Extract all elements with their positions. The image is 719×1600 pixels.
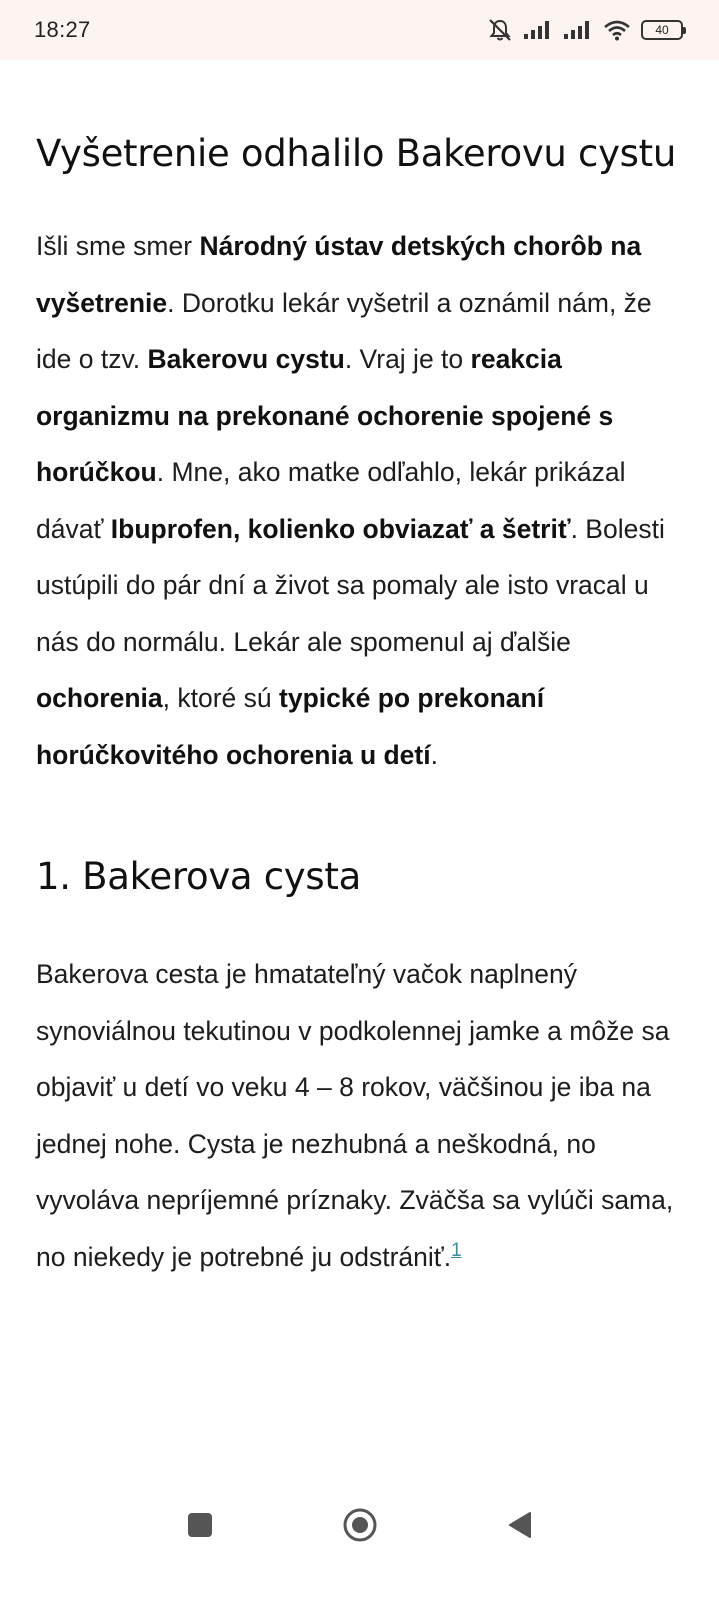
battery-icon <box>641 20 683 40</box>
section-paragraph-text: Bakerova cesta je hmatateľný vačok naplnený synoviálnou tekutinou v podkolennej jamke a môže sa objaviť u detí vo veku 4 – 8 rokov, väčšinou je iba na jednej nohe. Cysta je nezhubná a neškodná, no vyvoláva nepríjemné príznaky. Zväčša sa vylúči sama, no niekedy je potrebné ju odstrániť. <box>36 959 674 1272</box>
recents-button[interactable] <box>175 1500 225 1550</box>
text-run-bold: typické po prekonaní horúčkovitého ochorenia u detí <box>36 683 545 770</box>
text-run: Išli sme smer <box>36 231 200 261</box>
circle-icon <box>342 1507 378 1543</box>
square-icon <box>187 1512 213 1538</box>
text-run: , ktoré sú <box>162 683 279 713</box>
home-button[interactable] <box>335 1500 385 1550</box>
footnote-link[interactable]: 1 <box>451 1239 462 1261</box>
section-paragraph <box>36 946 686 1285</box>
navigation-bar <box>0 1470 719 1580</box>
back-button[interactable] <box>495 1500 545 1550</box>
text-run-bold: ochorenia <box>36 683 163 713</box>
section-number: 1 <box>36 855 60 898</box>
text-run: . <box>430 739 438 770</box>
status-icons <box>487 18 683 42</box>
status-bar <box>0 0 719 60</box>
text-run-bold: Bakerovu cystu <box>147 344 345 374</box>
status-time: 18:27 <box>34 17 91 42</box>
text-run-bold: Národný ústav detských chorôb na vyšetrenie <box>36 231 642 318</box>
text-run: . Mne, ako matke odľahlo, lekár prikázal dávať <box>36 457 626 544</box>
battery-level: 40 <box>655 23 669 37</box>
section-title: . Bakerova cysta <box>59 855 361 898</box>
text-run: . Vraj je to <box>344 344 471 374</box>
triangle-back-icon <box>507 1511 533 1539</box>
wifi-icon <box>603 19 631 41</box>
article-heading: Vyšetrenie odhalilo Bakerovu cystu <box>36 132 677 175</box>
article-content <box>36 60 686 1285</box>
signal-icon <box>523 20 553 40</box>
signal-icon-2 <box>563 20 593 40</box>
text-run: . Bolesti ustúpili do pár dní a život sa pomaly ale isto vracal u nás do normálu. Lekár ale spomenul aj ďalšie <box>36 513 665 657</box>
text-run: . Dorotku lekár vyšetril a oznámil nám, že ide o tzv. <box>36 287 652 374</box>
section-heading-bakerova-cysta <box>36 853 686 901</box>
article-paragraph-1 <box>36 218 686 783</box>
bell-muted-icon <box>487 18 513 42</box>
text-run-bold: reakcia organizmu na prekonané ochorenie spojené s horúčkou <box>36 344 614 487</box>
text-run-bold: Ibuprofen, kolienko obviazať a šetriť <box>110 513 571 544</box>
